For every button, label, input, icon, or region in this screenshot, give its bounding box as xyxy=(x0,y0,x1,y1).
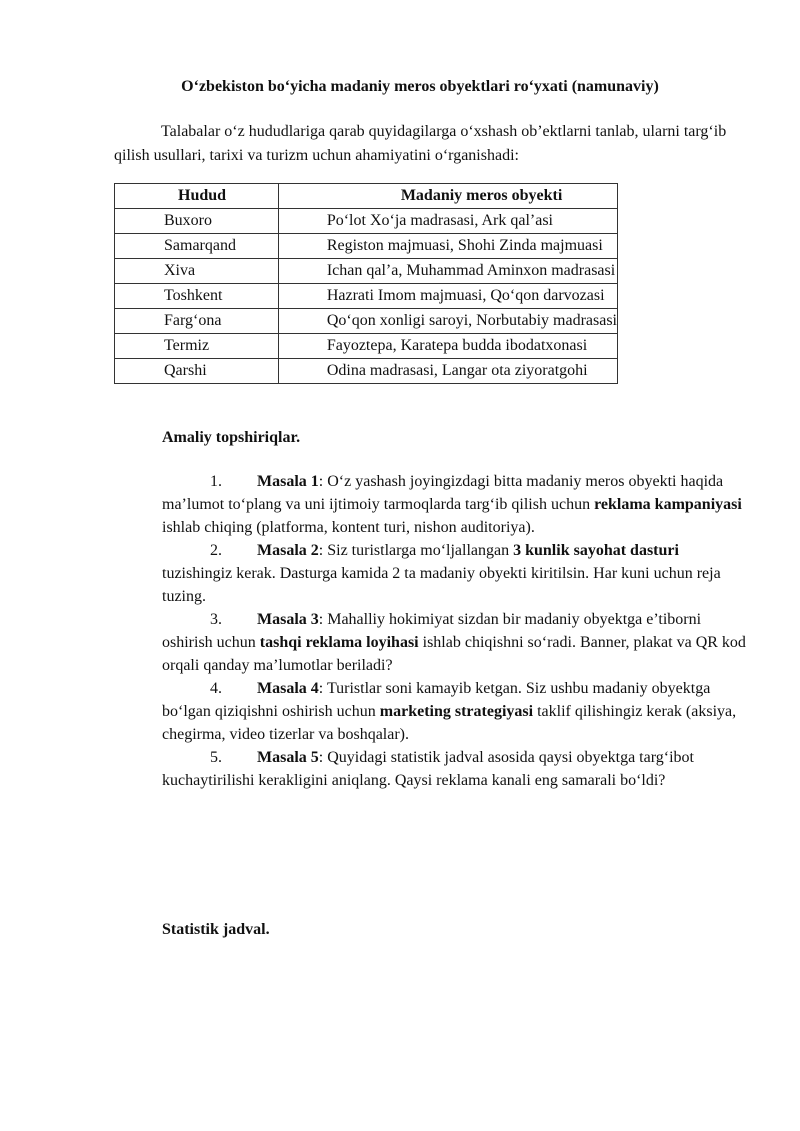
task-number: 2. xyxy=(210,542,222,559)
object-cell: Po‘lot Xo‘ja madrasasi, Ark qal’asi xyxy=(278,209,617,234)
object-cell: Ichan qal’a, Muhammad Aminxon madrasasi xyxy=(278,259,617,284)
region-cell: Termiz xyxy=(115,334,279,359)
task-item-5 xyxy=(162,746,752,792)
task-text: ishlab chiqing (platforma, kontent turi, nishon auditoriya). xyxy=(162,519,535,536)
task-label: Masala 4 xyxy=(257,680,319,697)
task-number: 5. xyxy=(210,749,222,766)
task-number: 1. xyxy=(210,473,222,490)
object-cell: Hazrati Imom majmuasi, Qo‘qon darvozasi xyxy=(278,284,617,309)
region-cell: Qarshi xyxy=(115,359,279,384)
table-row xyxy=(115,334,618,359)
region-cell: Toshkent xyxy=(115,284,279,309)
region-cell: Buxoro xyxy=(115,209,279,234)
table-row xyxy=(115,309,618,334)
table-header-row xyxy=(115,184,618,209)
task-item-4 xyxy=(162,677,752,746)
task-emphasis: marketing strategiyasi xyxy=(379,703,534,720)
table-row xyxy=(115,359,618,384)
table-row xyxy=(115,259,618,284)
task-text: taklif qilishingiz kerak (aksiya, chegirma, video tizerlar va boshqalar). xyxy=(162,703,737,743)
tasks-heading: Amaliy topshiriqlar. xyxy=(162,429,301,446)
region-cell: Farg‘ona xyxy=(115,309,279,334)
document-title: O‘zbekiston bo‘yicha madaniy meros obyektlari ro‘yxati (namunaviy) xyxy=(181,78,659,95)
task-text: : O‘z yashash joyingizdagi bitta madaniy meros obyekti haqida ma’lumot to‘plang va uni ijtimoiy tarmoqlarda targ‘ib qilish uchun xyxy=(162,473,724,513)
table-row xyxy=(115,234,618,259)
region-cell: Xiva xyxy=(115,259,279,284)
task-emphasis: reklama kampaniyasi xyxy=(594,496,742,513)
task-number: 4. xyxy=(210,680,222,697)
task-label: Masala 1 xyxy=(257,473,319,490)
header-cell-object: Madaniy meros obyekti xyxy=(278,184,617,209)
task-label: Masala 5 xyxy=(257,749,319,766)
table-row xyxy=(115,209,618,234)
heritage-table xyxy=(114,183,618,384)
task-item-1 xyxy=(162,470,752,539)
stats-heading: Statistik jadval. xyxy=(162,921,270,938)
task-item-2 xyxy=(162,539,752,608)
task-emphasis: 3 kunlik sayohat dasturi xyxy=(513,542,679,559)
region-cell: Samarqand xyxy=(115,234,279,259)
intro-paragraph: Talabalar o‘z hududlariga qarab quyidagilarga o‘xshash ob’ektlarni tanlab, ularni targ‘ib qilish usullari, tarixi va turizm uchun ahamiyatini o‘rganishadi: xyxy=(114,123,727,164)
task-text: : Turistlar soni kamayib ketgan. Siz ushbu madaniy obyektga bo‘lgan qiziqishni oshirish uchun xyxy=(162,680,711,720)
header-cell-region: Hudud xyxy=(115,184,279,209)
object-cell: Fayoztepa, Karatepa budda ibodatxonasi xyxy=(278,334,617,359)
task-text: ishlab chiqishni so‘radi. Banner, plakat va QR kod orqali qanday ma’lumotlar beriladi? xyxy=(162,634,746,674)
object-cell: Registon majmuasi, Shohi Zinda majmuasi xyxy=(278,234,617,259)
task-item-3 xyxy=(162,608,752,677)
table-row xyxy=(115,284,618,309)
task-text: : Siz turistlarga mo‘ljallangan xyxy=(318,542,514,559)
task-emphasis: tashqi reklama loyihasi xyxy=(259,634,419,651)
task-text: tuzishingiz kerak. Dasturga kamida 2 ta madaniy obyekti kiritilsin. Har kuni uchun reja tuzing. xyxy=(162,565,721,605)
task-label: Masala 3 xyxy=(257,611,319,628)
task-number: 3. xyxy=(210,611,222,628)
object-cell: Odina madrasasi, Langar ota ziyoratgohi xyxy=(278,359,617,384)
task-label: Masala 2 xyxy=(257,542,319,559)
task-text: : Mahalliy hokimiyat sizdan bir madaniy obyektga e’tiborni oshirish uchun xyxy=(162,611,702,651)
tasks-list xyxy=(162,470,752,792)
object-cell: Qo‘qon xonligi saroyi, Norbutabiy madrasasi xyxy=(278,309,617,334)
task-text: : Quyidagi statistik jadval asosida qaysi obyektga targ‘ibot kuchaytirilishi kerakligini aniqlang. Qaysi reklama kanali eng samarali bo‘ldi? xyxy=(162,749,694,789)
